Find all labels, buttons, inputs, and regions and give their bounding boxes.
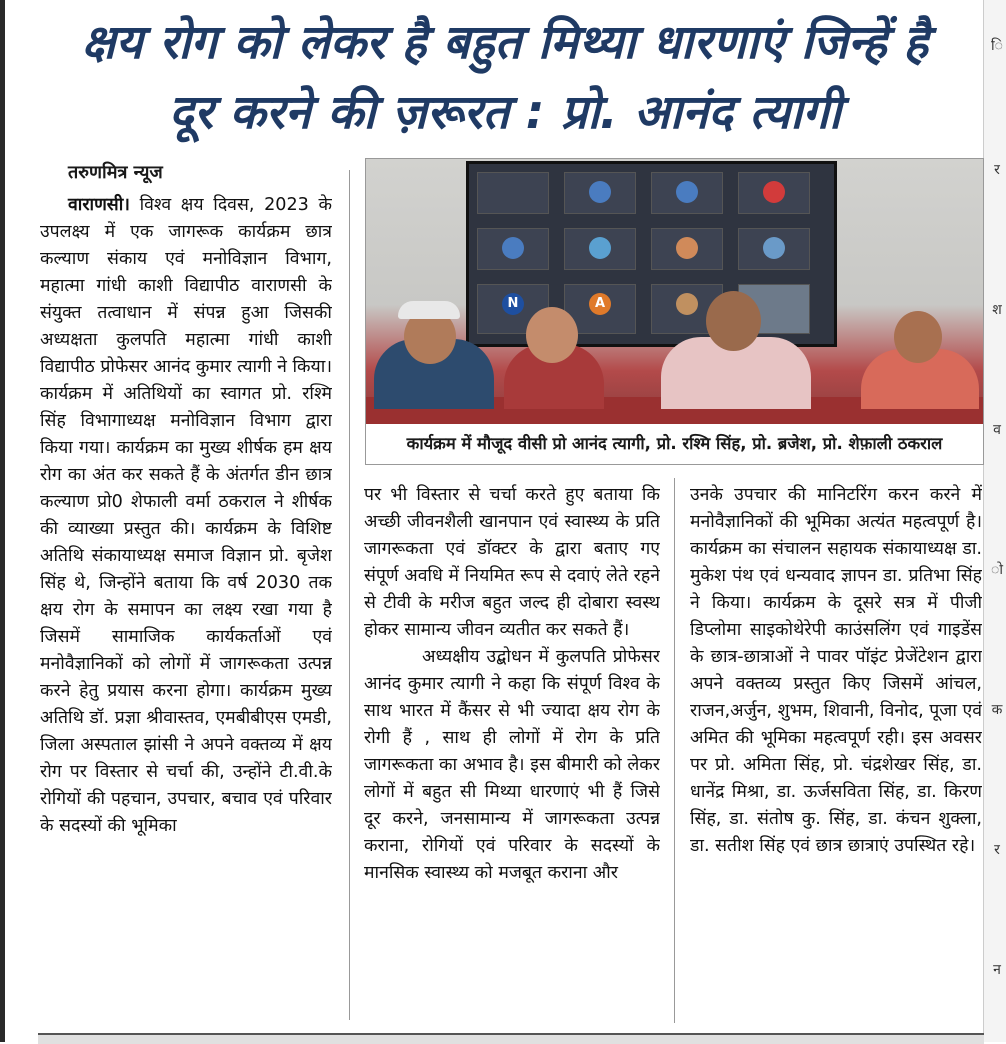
column-3-paragraph-1: उनके उपचार की मानिटरिंग करन करने में मनोवैज्ञानिकों की भूमिका अत्यंत महत्वपूर्ण है। कार्यक्रम का संचालन सहायक संकायाध्यक्ष डा. मुकेश पंथ एवं धन्यवाद ज्ञापन डा. प्रतिभा सिंह ने किया। कार्यक्रम के दूसरे सत्र में पीजी डिप्लोमा साइकोथेरेपी काउंसलिंग एवं गाइडेंस के छात्र-छात्राओं ने पावर पॉइंट प्रेजेंटेशन द्वारा अपने वक्तव्य प्रस्तुत किए जिसमें आंचल, राजन,अर्जुन, शुभम, शिवानी, विनोद, पूजा एवं अमित की भूमिका महत्वपूर्ण रही। इस अवसर पर प्रो. अमिता सिंह, प्रो. चंद्रशेखर सिंह, डा. धानेंद्र मिश्रा, डा. ऊर्जसविता सिंह, डा. किरण सिंह, डा. संतोष कु. सिंह, डा. कंचन शुक्ला, डा. सतीश सिंह एवं छात्र छात्राएं उपस्थित रहे।	[690, 485, 982, 856]
edge-glyph: श	[992, 302, 1002, 318]
edge-glyph: क	[991, 702, 1003, 718]
page-bottom-rule	[38, 1033, 984, 1044]
article-column-2	[364, 482, 660, 1022]
column-divider	[349, 170, 350, 1020]
person-1-cap	[398, 301, 460, 319]
left-border-rule	[0, 0, 5, 1042]
dateline: वाराणसी।	[68, 195, 130, 215]
person-4-head	[894, 311, 942, 363]
article-headline	[30, 8, 980, 148]
column-2-paragraph-1: पर भी विस्तार से चर्चा करते हुए बताया कि अच्छी जीवनशैली खानपान एवं स्वास्थ्य के प्रति जागरूकता एवं डॉक्टर के द्वारा बताए गए संपूर्ण अवधि में नियमित रूप से दवाएं लेते रहने से टीवी के मरीज बहुत जल्द ही दोबारा स्वस्थ होकर सामान्य जीवन व्यतीत कर सकते हैं।	[364, 485, 660, 640]
column-1-text: विश्व क्षय दिवस, 2023 के उपलक्ष्य में एक जागरूक कार्यक्रम छात्र कल्याण संकाय एवं मनोविज्ञान विभाग, महात्मा गांधी काशी विद्यापीठ वाराणसी के संयुक्त तत्वाधान में संपन्न हुआ जिसकी अध्यक्षता कुलपति महात्मा गांधी काशी विद्यापीठ प्रोफेसर आनंद कुमार त्यागी ने किया। कार्यक्रम में अतिथियों का स्वागत प्रो. रश्मि सिंह विभागाध्यक्ष मनोविज्ञान विभाग द्वारा किया गया। कार्यक्रम का मुख्य शीर्षक हम क्षय रोग का अंत कर सकते हैं के अंतर्गत डीन छात्र कल्याण प्रो0 शेफाली वर्मा ठकराल ने शीर्षक की व्याख्या प्रस्तुत की। कार्यक्रम के विशिष्ट अतिथि संकायाध्यक्ष समाज विज्ञान प्रो. बृजेश सिंह थे, जिन्होंने बताया कि वर्ष 2030 तक क्षय रोग के समापन का लक्ष्य रखा गया है जिसमें सामाजिक कार्यकर्ताओं एवं मनोवैज्ञानिकों को लोगों में जागरूकता उत्पन्न करने हेतु प्रयास करना होगा। कार्यक्रम मुख्य अतिथि डॉ. प्रज्ञा श्रीवास्तव, एमबीबीएस एमडी, जिला अस्पताल झांसी ने अपने वक्तव्य में क्षय रोग पर विस्तार से चर्चा की, उन्होंने टी.वी.के रोगियों की पहचान, उपचार, बचाव एवं परिवार के सदस्यों की भूमिका	[40, 195, 332, 836]
byline: तरुणमित्र न्यूज	[68, 162, 163, 183]
participant-tile	[738, 172, 810, 214]
adjacent-page-edge	[983, 0, 1006, 1042]
edge-glyph: ि	[991, 38, 1003, 54]
person-2-head	[526, 307, 578, 363]
article-column-1	[40, 192, 332, 1022]
edge-glyph: र	[994, 162, 1000, 178]
event-photo	[365, 158, 984, 425]
article-column-3	[690, 482, 982, 1022]
column-2-paragraph-2: अध्यक्षीय उद्बोधन में कुलपति प्रोफेसर आनंद कुमार त्यागी ने कहा कि संपूर्ण विश्व के साथ भारत में कैंसर से भी ज्यादा क्षय रोग के रोगी हैं , साथ ही लोगों में रोग के प्रति जागरूकता का अभाव है। इस बीमारी को लेकर लोगों में बहुत सी मिथ्या धारणाएं भी हैं जिसे दूर करने, जनसामान्य में जागरूकता उत्पन्न कराना, रोगियों एवं परिवार के सदस्यों के मानसिक स्वास्थ्य को मजबूत कराना और	[364, 647, 660, 883]
edge-glyph: र	[994, 842, 1000, 858]
headline-line-2: दूर करने की ज़रूरत : प्रो. आनंद त्यागी	[168, 85, 842, 140]
participant-tile	[477, 172, 549, 214]
participant-tile	[651, 228, 723, 270]
participant-initial: N	[502, 293, 524, 315]
participant-tile	[564, 172, 636, 214]
person-3-head	[706, 291, 761, 351]
column-divider	[674, 478, 675, 1023]
edge-glyph: न	[993, 962, 1001, 978]
edge-glyph: ो	[991, 562, 1003, 578]
headline-line-1: क्षय रोग को लेकर है बहुत मिथ्या धारणाएं जिन्हें है	[81, 15, 929, 70]
video-conference-screen	[466, 161, 837, 347]
edge-glyph: व	[993, 422, 1001, 438]
participant-initial: A	[589, 293, 611, 315]
participant-tile	[564, 228, 636, 270]
photo-caption: कार्यक्रम में मौजूद वीसी प्रो आनंद त्यागी, प्रो. रश्मि सिंह, प्रो. ब्रजेश, प्रो. शेफ़ाली ठकराल	[365, 424, 984, 465]
participant-tile	[651, 172, 723, 214]
participant-tile	[738, 228, 810, 270]
participant-tile	[477, 228, 549, 270]
